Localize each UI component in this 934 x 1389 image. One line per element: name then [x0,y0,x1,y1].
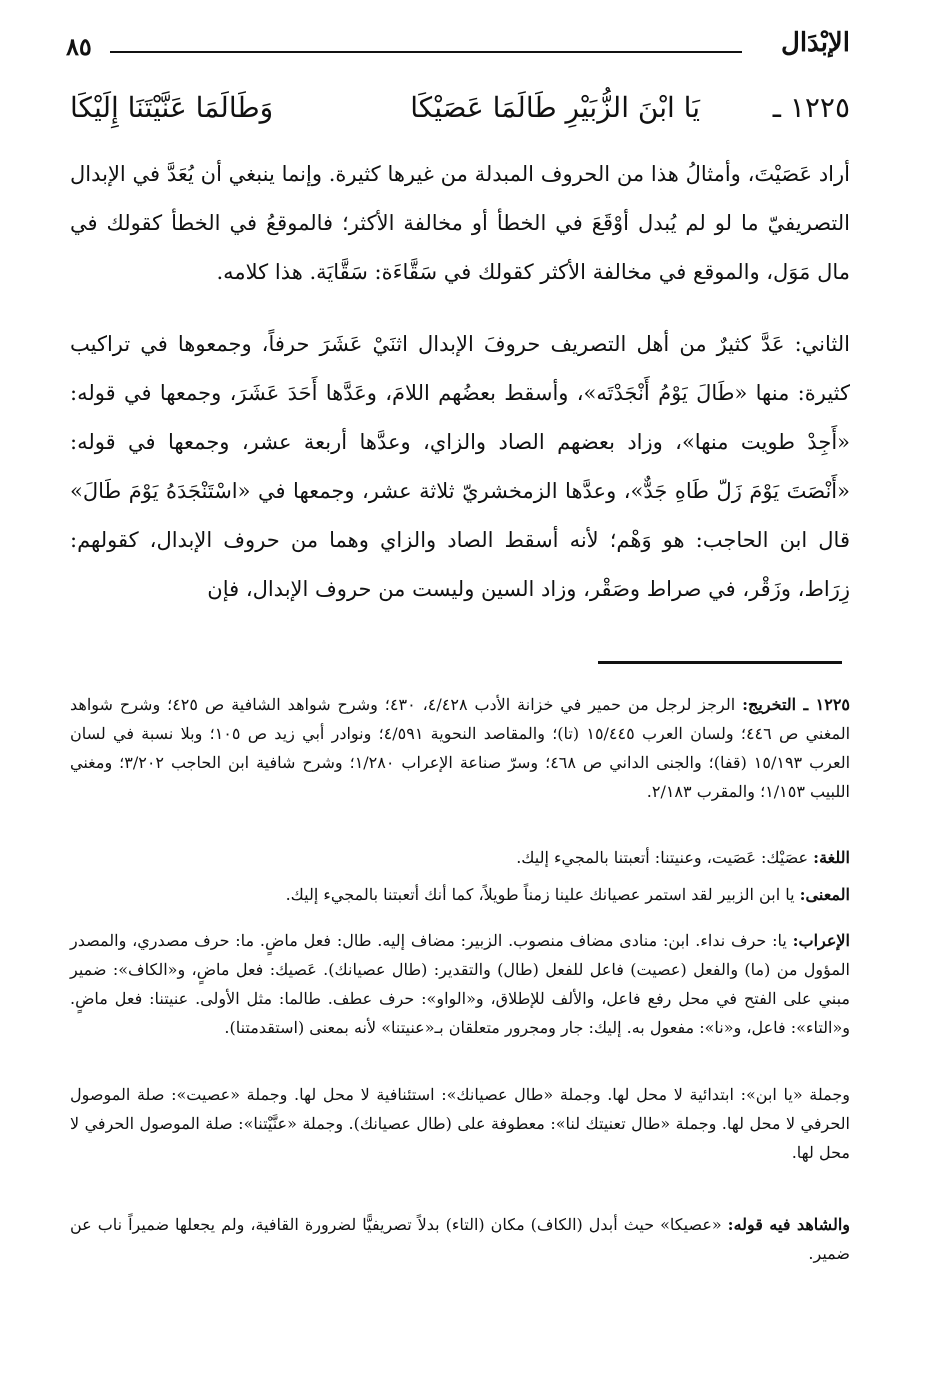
mana-label: المعنى: [799,885,850,904]
page-number: ٨٥ [66,32,92,61]
body-paragraph-1: أراد عَصَيْتَ، وأمثالُ هذا من الحروف المبدلة من غيرها كثيرة. وإنما ينبغي أن يُعَدَّ في الإبدال التصريفيّ ما لو لم يُبدل أوْقَعَ في الخطأ أو مخالفة الأكثر؛ فالموقعُ في الخطأ كقولك في مال مَوَل، والموقع في مخالفة الأكثر كقولك في سَقَّاءَة: سَقَّايَة. هذا كلامه. [70,162,850,284]
shahid-text: «عصيكا» حيث أبدل (الكاف) مكان (التاء) بدلاً تصريفيًّا لضرورة القافية، ولم يجعلها ضميراً ناب عن ضمير. [70,1215,850,1263]
lugha-label: اللغة: [813,848,850,867]
mana-text: يا ابن الزبير لقد استمر عصيانك علينا زمناً طويلاً، كما أنك أتعبتنا بالمجيء إليك. [285,885,795,904]
takhrij-label: ١٢٢٥ ـ التخريج: [742,695,850,714]
shahid-label: والشاهد فيه قوله: [727,1215,850,1234]
footnote-jumla: وجملة «يا ابن»: ابتدائية لا محل لها. وجملة «طال عصيانك»: استئنافية لا محل لها. وجملة «عصيت»: صلة الموصول الحرفي لا محل لها. وجملة «طال تعنيتك لنا»: معطوفة على (طال عصيانك). وجملة «عنَّيْتنا»: صلة الموصول الحرفي لا محل لها. [70,1085,850,1162]
lugha-text: عصَيْك: عَصَيت، وعنيتنا: أتعبتنا بالمجيء إليك. [516,848,809,867]
footnote-irab [70,926,850,1042]
footnote-mana [70,880,850,909]
chapter-title: الإبْدَال [780,28,850,58]
footnote-separator [598,661,842,664]
irab-text: يا: حرف نداء. ابن: منادى مضاف منصوب. الزبير: مضاف إليه. طال: فعل ماضٍ. ما: حرف مصدري، والمصدر المؤول من (ما) والفعل (عصيت) فاعل للفعل (طال) والتقدير: (طال عصيانك). عَصيك: فعل ماضٍ، و«الكاف»: ضمير مبني على الفتح في محل رفع فاعل، والألف للإطلاق، و«الواو»: حرف عطف. طالما: مثل الأولى. عنيتنا: فعل ماضٍ. و«التاء»: فاعل، و«نا»: مفعول به. إليك: جار ومجرور متعلقان بـ«عنيتنا» لأنه بمعنى (استقدمتنا). [70,931,850,1037]
header-rule [110,51,742,53]
irab-label: الإعراب: [792,931,850,950]
body-paragraph-2: الثاني: عَدَّ كثيرٌ من أهل التصريف حروفَ الإبدال اثنَيْ عَشَرَ حرفاً، وجمعوها في تراكيب كثيرة: منها «طَالَ يَوْمُ أَنْجَدْتَه»، وأسقط بعضُهم اللامَ، وعَدَّها أَحَدَ عَشَرَ، وجمعها في قوله: «أَجِدْ طويت منها»، وزاد بعضهم الصاد والزاي، وعدَّها أربعة عشر، وجمعها في قوله: «أَنْصَتَ يَوْمَ زَلّ طَاهِ جَدٌّ»، وعدَّها الزمخشريّ ثلاثة عشر، وجمعها في «اسْتَنْجَدَهُ يَوْمَ طَالَ» قال ابن الحاجب: هو وَهْم؛ لأنه أسقط الصاد والزاي وهما من حروف الإبدال، كقولهم: زِرَاط، وزَقْر، في صراط وصَقْر، وزاد السين وليست من حروف الإبدال، فإن [70,332,850,601]
page-header [66,28,850,68]
footnote-lugha [70,843,850,872]
footnote-shahid [70,1210,850,1268]
verse-second-hemistich: وَطَالَمَا عَنَّيْتَنَا إِلَيْكَا [70,91,274,124]
poetry-verse [70,84,850,132]
verse-number: ١٢٢٥ ـ [772,91,850,124]
footnote-takhrij [70,690,850,806]
takhrij-text: الرجز لرجل من حمير في خزانة الأدب ٤/٤٢٨، ٤٣٠؛ وشرح شواهد الشافية ص ٤٢٥؛ وشرح شواهد المغني ص ٤٤٦؛ ولسان العرب ١٥/٤٤٥ (تا)؛ والمقاصد النحوية ٤/٥٩١؛ ونوادر أبي زيد ص ١٠٥؛ وبلا نسبة في لسان العرب ١٥/١٩٣ (قفا)؛ والجنى الداني ص ٤٦٨؛ وسرّ صناعة الإعراب ١/٢٨٠؛ وشرح شافية ابن الحاجب ٣/٢٠٢؛ ومغني اللبيب ١/١٥٣؛ والمقرب ٢/١٨٣. [70,695,851,801]
verse-first-hemistich: يَا ابْنَ الزُّبَيْرِ طَالَمَا عَصَيْكَا [410,91,700,124]
